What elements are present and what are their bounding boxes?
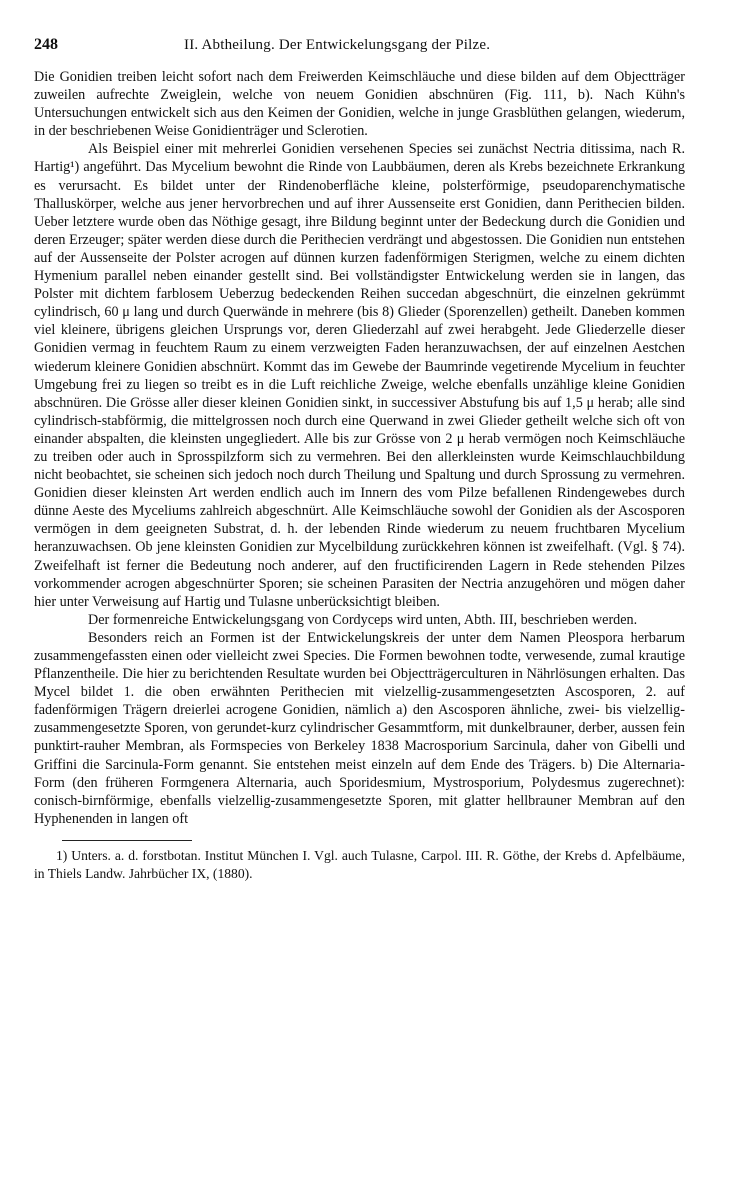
- paragraph-cordyceps: Der formenreiche Entwickelungsgang von Cordyceps wird unten, Abth. III, beschrieben werden.: [88, 611, 638, 628]
- footnote-divider: [62, 840, 192, 841]
- paragraph-pleospora-herbarum: Besonders reich an Formen ist der Entwickelungskreis der unter dem Namen Pleospora herbarum zusammengefassten einen oder vielleicht zwei Species. Die Formen bewohnen todte, verwesende, zumal krautige Pflanzentheile. Die hier zu berichtenden Resultate wurden bei Objectträgerculturen in Nährlösungen erhalten. Das Mycel bildet 1. die oben erwähnten Perithecien mit vielzellig-zusammengesetzten Ascosporen, 2. auf fadenförmigen Trägern dreierlei acrogene Gonidien, nämlich a) den Ascosporen ähnliche, zwei- bis vielzellig-zusammengesetzte Sporen, von gerundet-kurz cylindrischer Gesammtform, mit dunkelbrauner, derber, aussen fein punktirt-rauher Membran, als Formspecies von Berkeley 1838 Macrosporium Sarcinula, daher von Gibelli und Griffini die Sarcinula-Form genannt. Sie entstehen meist einzeln auf dem Ende des Trägers. b) Die Alternaria-Form (den früheren Formgenera Alternaria, auch Sporidesmium, Mystrosporium, Polydesmus zugerechnet): conisch-birnförmige, ebenfalls vielzellig-zusammengesetzte Sporen, mit glatter hellbrauner Membran auf den Hyphenenden in langen oft: [34, 629, 685, 827]
- paragraph-nectria-ditissima: Als Beispiel einer mit mehrerlei Gonidien versehenen Species sei zunächst Nectria ditissima, nach R. Hartig¹) angeführt. Das Mycelium bewohnt die Rinde von Laubbäumen, deren als Krebs bezeichnete Erkrankung es verursacht. Es bildet unter der Rindenoberfläche kleine, polsterförmige, pseudoparenchymatische Thalluskörper, welche aus jener hervorbrechen und auf ihrer Aussenseite erst Gonidien, dann Perithecien bilden. Ueber letztere wurde oben das Nöthige gesagt, ihre Bildung beginnt unter der Bedeckung durch die Gonidien und deren Erzeuger; später werden diese durch die Perithecien verdrängt und abgestossen. Die Gonidien nun entstehen auf der Aussenseite der Polster acrogen auf dünnen kurzen fadenförmigen Sterigmen, welche zu einem dichten Hymenium parallel neben einander gestellt sind. Bei vollständigster Entwickelung werden sie in langen, das Polster mit dichtem farblosem Ueberzug bedeckenden Reihen succedan abgeschnürt, die einzelnen gekrümmt cylindrisch, 60 μ lang und durch Querwände in mehrere (bis 8) Glieder (Sporenzellen) getheilt. Daneben kommen viel kleinere, übrigens gleichen Ursprungs vor, deren Gliederzahl auf zwei herabgeht. Jede Gliederzelle dieser Gonidien vermag in feuchtem Raum zu einem verzweigten Faden heranzuwachsen, der auf einzelnen Aestchen wiederum kleinere Gonidien abschnürt. Kommt das im Gewebe der Baumrinde vegetirende Mycelium in feuchter Umgebung frei zu liegen so treibt es in die Luft reichliche Zweige, welche ebenfalls unzählige kleine Gonidien abschnüren. Die Grösse aller dieser kleinen Gonidien sinkt, in successiver Abstufung bis auf 1,5 μ herab; alle sind cylindrisch-stabförmig, die mittelgrossen noch durch eine Querwand in zwei Glieder getheilt welche sich oft von einander abspalten, die kleinsten ungegliedert. Alle bis zur Grösse von 2 μ herab vermögen noch Keimschläuche zu treiben oder auch in Sprosspilzform sich zu vermehren. Bei den allerkleinsten wurde Keimschlauchbildung nicht beobachtet, sie scheinen sich jedoch noch durch Theilung und Spaltung und durch Sprossung zu vermehren. Gonidien dieser kleinsten Art werden endlich auch im Innern des vom Pilze befallenen Rindengewebes durch dünne Aeste des Myceliums zahlreich abgeschnürt. Alle Keimschläuche sowohl der Gonidien als der Ascosporen vermögen in dem geeigneten Substrat, d. h. der lebenden Rinde wiederum zu neuem fruchtbaren Mycelium heranzuwachsen. Ob jene kleinsten Gonidien zur Mycelbildung zurückkehren können ist zweifelhaft. (Vgl. § 74). Zweifelhaft ist ferner die Bedeutung noch anderer, auf den fructificirenden Lagern in Rede stehenden Pilzes vorkommender acrogen abgeschnürter Sporen; sie scheinen Parasiten der Nectria anzugehören und mögen daher hier unter Verweisung auf Hartig und Tulasne unberücksichtigt bleiben.: [34, 141, 685, 610]
- running-title: II. Abtheilung. Der Entwickelungsgang der Pilze.: [184, 37, 491, 53]
- page-number: 248: [34, 36, 58, 53]
- body-text: [34, 68, 685, 828]
- paragraph-gonidien-keimschlaeuche: Die Gonidien treiben leicht sofort nach dem Freiwerden Keimschläuche und diese bilden auf dem Objectträger zuweilen aufrechte Zweiglein, welche von neuem Gonidien abschnüren (Fig. 111, b). Nach Kühn's Untersuchungen entwickelt sich aus den Keimen der Gonidien, welche in junge Grasblüthen gelangen, wiederum, in der beschriebenen Weise Gonidienträger und Sclerotien.: [34, 69, 685, 140]
- footnote: 1) Unters. a. d. forstbotan. Institut München I. Vgl. auch Tulasne, Carpol. III. R. Göthe, der Krebs d. Apfelbäume, in Thiels Landw. Jahrbücher IX, (1880).: [34, 847, 685, 881]
- page-header: [34, 36, 685, 68]
